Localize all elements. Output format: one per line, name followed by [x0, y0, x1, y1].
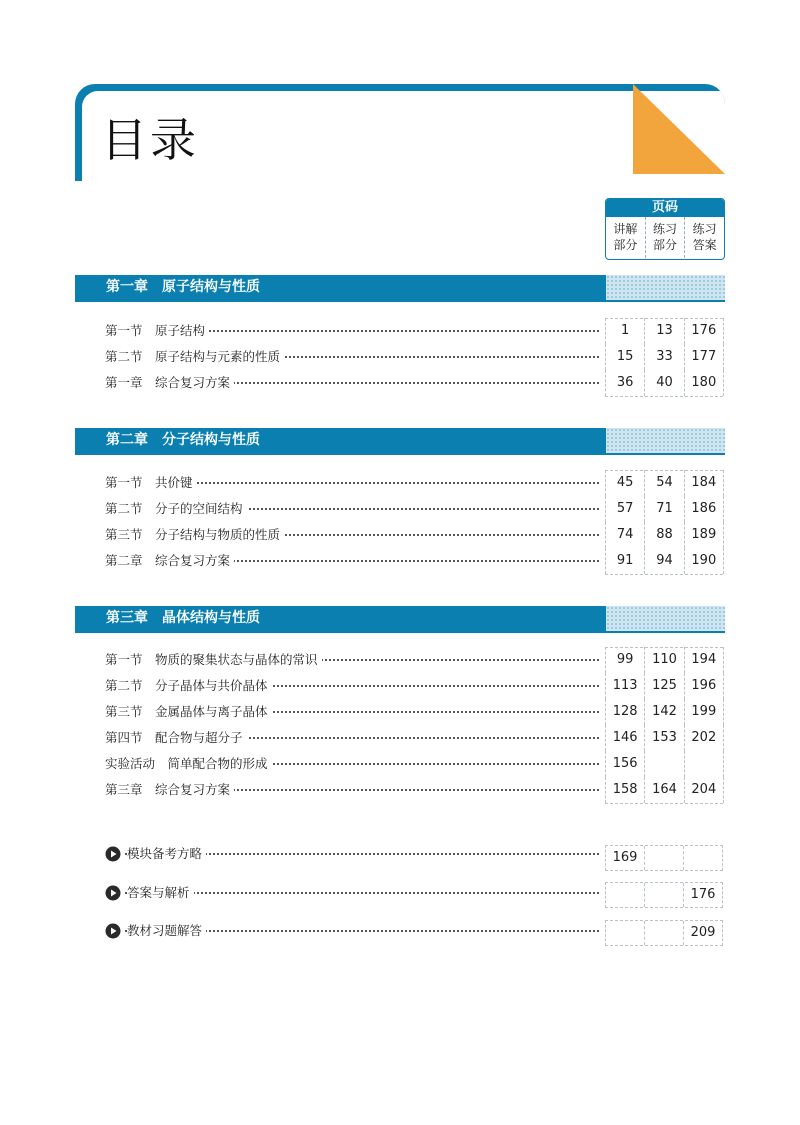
page-key-title: 页码 — [606, 199, 724, 217]
page-practice: 110 — [645, 647, 684, 673]
page-practice: 94 — [645, 548, 684, 574]
page-practice: 125 — [645, 673, 684, 699]
page-answers: 184 — [685, 470, 724, 496]
chapter-band-underline — [75, 300, 725, 302]
toc-entry[interactable] — [105, 470, 725, 496]
entry-title: 第二节 分子晶体与共价晶体 — [105, 676, 272, 696]
entry-title: 第四节 配合物与超分子 — [105, 728, 247, 748]
toc-entry[interactable] — [105, 370, 725, 396]
entry-title: 第二章 综合复习方案 — [105, 551, 234, 571]
page-practice: 13 — [645, 318, 684, 344]
chapter-title: 第一章 原子结构与性质 — [75, 275, 606, 300]
dot-leader — [125, 892, 599, 894]
page-cells — [605, 699, 724, 725]
page-lecture: 158 — [606, 777, 645, 803]
page-answers: 176 — [685, 318, 724, 344]
page-practice: 54 — [645, 470, 684, 496]
toc-extra-entry[interactable] — [105, 843, 725, 869]
page-answers: 177 — [685, 344, 724, 370]
chapter-header[interactable] — [75, 428, 725, 453]
page-key-columns — [606, 217, 724, 258]
page-lecture: 1 — [606, 318, 645, 344]
chapter-header[interactable] — [75, 275, 725, 300]
page-lecture: 45 — [606, 470, 645, 496]
page-practice: 40 — [645, 370, 684, 396]
chapter-band-pattern — [606, 428, 725, 453]
page-grid-bottom — [605, 574, 723, 575]
entry-title: 第一节 共价键 — [105, 473, 197, 493]
page-answers: 196 — [685, 673, 724, 699]
entry-title: 第一节 物质的聚集状态与晶体的常识 — [105, 650, 322, 670]
chapter-header[interactable] — [75, 606, 725, 631]
page-key-column-answers: 练习 答案 — [684, 217, 724, 258]
page-practice: 153 — [645, 725, 684, 751]
toc-entry[interactable] — [105, 522, 725, 548]
page-lecture: 57 — [606, 496, 645, 522]
page-grid-bottom — [605, 803, 723, 804]
page-lecture: 99 — [606, 647, 645, 673]
page-lecture — [606, 883, 644, 907]
page-lecture: 128 — [606, 699, 645, 725]
page-lecture: 74 — [606, 522, 645, 548]
page-practice — [644, 883, 683, 907]
toc-extra-entry[interactable] — [105, 920, 725, 946]
page-practice: 164 — [645, 777, 684, 803]
page-lecture: 113 — [606, 673, 645, 699]
page-answers: 199 — [685, 699, 724, 725]
page-number-key — [605, 198, 725, 260]
toc-entry[interactable] — [105, 699, 725, 725]
page-lecture: 146 — [606, 725, 645, 751]
page-lecture: 36 — [606, 370, 645, 396]
page-answers: 189 — [685, 522, 724, 548]
page-answers: 202 — [685, 725, 724, 751]
page-title: 目录 — [101, 113, 199, 167]
play-arrow-icon — [105, 923, 121, 939]
chapter-band-pattern — [606, 606, 725, 631]
page-lecture: 15 — [606, 344, 645, 370]
corner-fold-decoration — [633, 84, 725, 174]
page-answers: 176 — [683, 883, 722, 907]
extra-title: 模块备考方略 — [127, 844, 206, 864]
page-lecture: 169 — [612, 850, 638, 865]
page-cells — [605, 344, 724, 370]
toc-extra-entry[interactable] — [105, 882, 725, 908]
entry-title: 第一节 原子结构 — [105, 321, 209, 341]
page-grid-bottom — [605, 396, 723, 397]
page-lecture — [606, 921, 644, 945]
page-cells — [605, 647, 724, 673]
page-lecture: 156 — [606, 751, 645, 777]
page-answers: 204 — [685, 777, 724, 803]
page-cells — [605, 318, 724, 344]
page-practice — [644, 921, 683, 945]
play-arrow-icon — [105, 846, 121, 862]
entry-title: 第二节 分子的空间结构 — [105, 499, 247, 519]
page-answers: 209 — [683, 921, 722, 945]
page-answers — [685, 751, 724, 777]
entry-title: 第三节 分子结构与物质的性质 — [105, 525, 284, 545]
page-answers — [683, 846, 722, 870]
entry-title: 第三节 金属晶体与离子晶体 — [105, 702, 272, 722]
entry-title: 第二节 原子结构与元素的性质 — [105, 347, 284, 367]
entry-title: 实验活动 简单配合物的形成 — [105, 754, 272, 774]
page-practice: 142 — [645, 699, 684, 725]
page-practice: 88 — [645, 522, 684, 548]
page-answers: 186 — [685, 496, 724, 522]
chapter-title: 第三章 晶体结构与性质 — [75, 606, 606, 631]
chapter-title: 第二章 分子结构与性质 — [75, 428, 606, 453]
toc-entry[interactable] — [105, 777, 725, 803]
play-arrow-icon — [105, 885, 121, 901]
toc-entry[interactable] — [105, 751, 725, 777]
toc-entry[interactable] — [105, 548, 725, 574]
page-cells — [605, 673, 724, 699]
page-cells — [605, 751, 724, 777]
extra-title: 答案与解析 — [127, 883, 194, 903]
page-practice — [644, 846, 683, 870]
toc-entry[interactable] — [105, 344, 725, 370]
page-key-column-practice: 练习 部分 — [645, 217, 685, 258]
page-cells — [605, 496, 724, 522]
chapter-band-underline — [75, 453, 725, 455]
page-answers: 194 — [685, 647, 724, 673]
toc-entry[interactable] — [105, 496, 725, 522]
page-practice: 33 — [645, 344, 684, 370]
page-cells — [605, 882, 723, 908]
chapter-band-underline — [75, 631, 725, 633]
toc-entry[interactable] — [105, 673, 725, 699]
extra-title: 教材习题解答 — [127, 921, 206, 941]
page-cells — [605, 777, 724, 803]
page-cells — [605, 370, 724, 396]
page-key-column-lecture: 讲解 部分 — [613, 222, 638, 252]
page-lecture: 91 — [606, 548, 645, 574]
page-cells — [605, 470, 724, 496]
entry-title: 第三章 综合复习方案 — [105, 780, 234, 800]
toc-entry[interactable] — [105, 725, 725, 751]
page-cells — [605, 845, 723, 871]
toc-entry[interactable] — [105, 647, 725, 673]
page-answers: 190 — [685, 548, 724, 574]
page-cells — [605, 522, 724, 548]
page-practice — [645, 751, 684, 777]
page-cells — [605, 920, 723, 946]
page-cells — [605, 548, 724, 574]
page-answers: 180 — [685, 370, 724, 396]
page-cells — [605, 725, 724, 751]
chapter-band-pattern — [606, 275, 725, 300]
page-practice: 71 — [645, 496, 684, 522]
toc-entry[interactable] — [105, 318, 725, 344]
entry-title: 第一章 综合复习方案 — [105, 373, 234, 393]
